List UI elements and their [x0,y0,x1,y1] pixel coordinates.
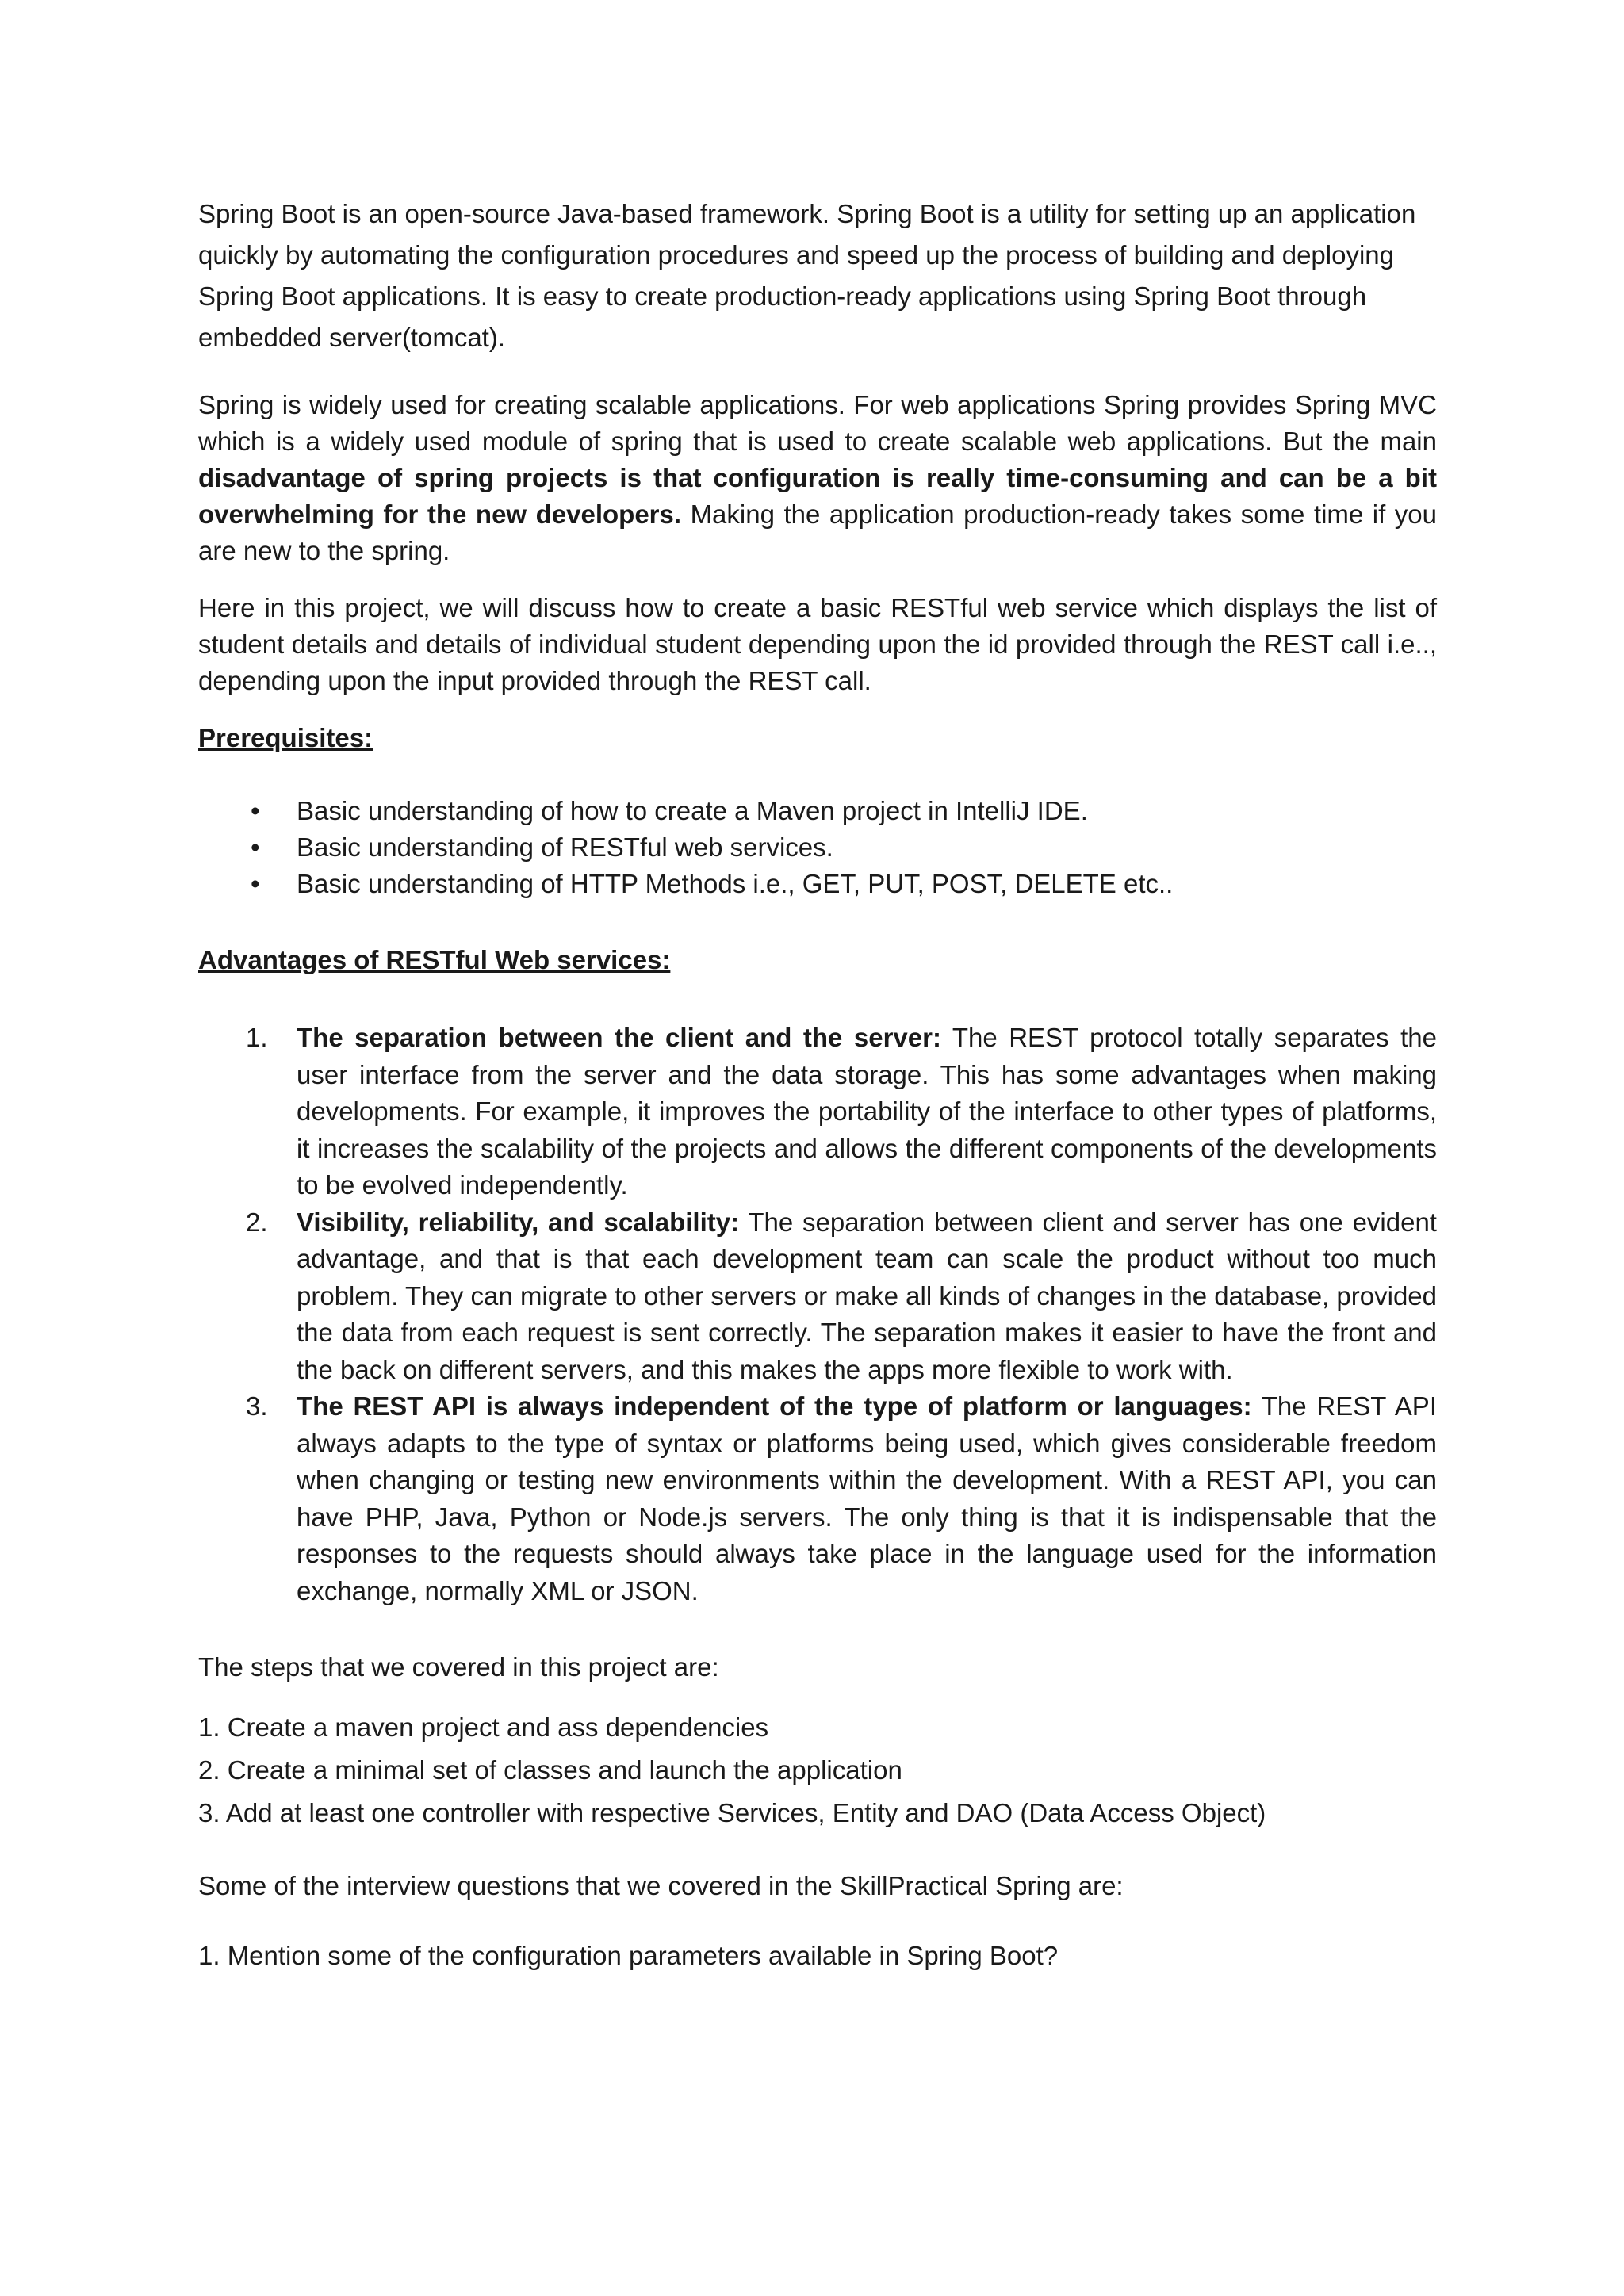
intro-paragraph-2-text-a: Spring is widely used for creating scalable applications. For web applications Spring provides Spring MVC which is a widely used module of spring that is used to create scalable web applications. But the main [198,390,1437,456]
step-item: 1. Create a maven project and ass dependencies [198,1712,769,1742]
advantage-text: The separation between client and server has one evident advantage, and that is that each development team can scale the product without too much problem. They can migrate to other servers or make all kinds of changes in the database, provided the data from each request is sent correctly. The separation makes it easier to have the front and the back on different servers, and this makes the apps more flexible to work with. [297,1207,1437,1384]
intro-paragraph-2-bold: disadvantage of spring projects is that configuration is really time-consuming and can be a bit overwhelming for the new developers. [198,463,1437,529]
intro-paragraph-2 [198,387,1437,569]
bullet-icon: • [251,869,260,898]
intro-paragraph-3: Here in this project, we will discuss how to create a basic RESTful web service which displays the list of student details and details of individual student depending upon the id provided through the REST call i.e.., depending upon the input provided through the REST call. [198,593,1437,695]
step-item: 3. Add at least one controller with respective Services, Entity and DAO (Data Access Object) [198,1798,1266,1827]
advantage-number: 3. [246,1391,268,1421]
prerequisite-item [198,829,1437,866]
prerequisite-text: Basic understanding of how to create a Maven project in IntelliJ IDE. [297,796,1088,825]
advantage-number: 1. [246,1023,268,1052]
document-page [198,193,1437,1974]
steps-intro: The steps that we covered in this project are: [198,1652,719,1682]
advantages-heading: Advantages of RESTful Web services: [198,945,671,974]
steps-list [198,1706,1437,1835]
bullet-icon: • [251,796,260,825]
prerequisite-item [198,866,1437,902]
prerequisite-text: Basic understanding of RESTful web services. [297,832,833,862]
advantage-title: Visibility, reliability, and scalability: [297,1207,740,1237]
advantage-item [198,1388,1437,1609]
interview-question: 1. Mention some of the configuration parameters available in Spring Boot? [198,1941,1059,1970]
prerequisite-item [198,793,1437,829]
advantage-title: The REST API is always independent of the type of platform or languages: [297,1391,1252,1421]
intro-section [198,193,1437,358]
step-item: 2. Create a minimal set of classes and launch the application [198,1755,902,1785]
advantage-text: The REST protocol totally separates the user interface from the server and the data storage. This has some advantages when making developments. For example, it improves the portability of the interface to other types of platforms, it increases the scalability of the projects and allows the different components of the developments to be evolved independently. [297,1023,1437,1200]
prerequisites-heading: Prerequisites: [198,723,373,752]
bullet-icon: • [251,832,260,862]
advantage-item [198,1020,1437,1204]
intro-paragraph-1: Spring Boot is an open-source Java-based framework. Spring Boot is a utility for setting up an application quickly by automating the configuration procedures and speed up the process of building and deploying Spring Boot applications. It is easy to create production-ready applications using Spring Boot through embedded server(tomcat). [198,199,1416,352]
interview-intro: Some of the interview questions that we covered in the SkillPractical Spring are: [198,1871,1124,1900]
advantage-number: 2. [246,1207,268,1237]
advantages-list [198,1020,1437,1609]
advantage-title: The separation between the client and the server: [297,1023,941,1052]
prerequisites-list [198,793,1437,902]
prerequisite-text: Basic understanding of HTTP Methods i.e., GET, PUT, POST, DELETE etc.. [297,869,1174,898]
advantage-text: The REST API always adapts to the type of syntax or platforms being used, which gives considerable freedom when changing or testing new environments within the development. With a REST API, you can have PHP, Java, Python or Node.js servers. The only thing is that it is indispensable that the responses to the requests should always take place in the language used for the information exchange, normally XML or JSON. [297,1391,1437,1605]
advantage-item [198,1204,1437,1389]
intro-paragraph-2-text-b: Making the application production-ready takes some time if you are new to the spring. [198,499,1437,565]
